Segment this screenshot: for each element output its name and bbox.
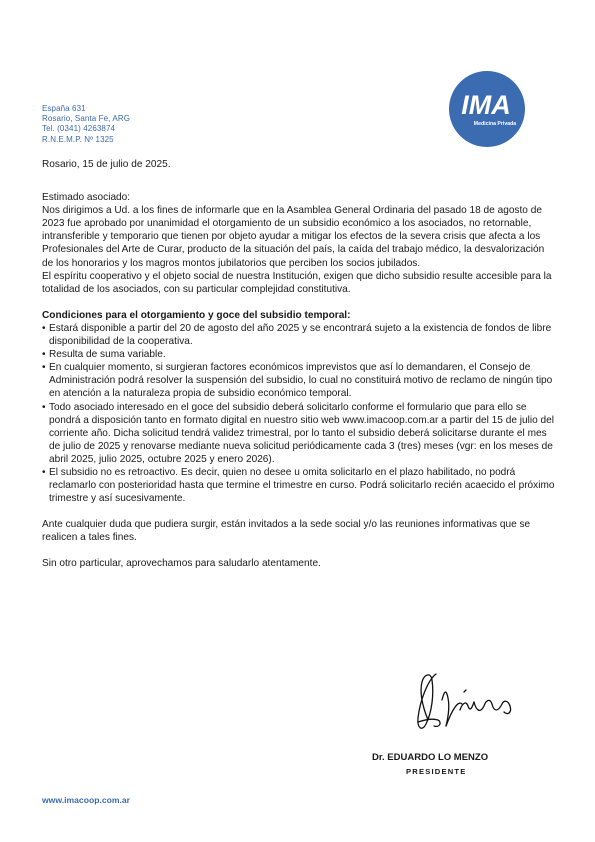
logo-text: IMA bbox=[461, 90, 511, 120]
letter-paragraph-1: Nos dirigimos a Ud. a los fines de informarle que en la Asamblea General Ordinaria del pasado 18 de agosto de 2023 fue aprobado por unanimidad el otorgamiento de un subsidio económico a los asociados, no retornable, intransferible y temporario que tienen por objeto ayudar a mitigar los efectos de la severa crisis que afecta a los Profesionales del Arte de Curar, producto de la situación del país, la caída del trabajo médico, la desvalorización de los honorarios y los magros montos jubilatorios que perciben los socios jubilados. bbox=[42, 205, 545, 269]
conditions-heading: Condiciones para el otorgamiento y goce del subsidio temporal: bbox=[42, 309, 351, 321]
conditions-list bbox=[42, 322, 557, 505]
condition-item: • Resulta de suma variable. bbox=[42, 348, 557, 361]
handwritten-signature bbox=[398, 660, 528, 740]
ima-logo-graphic bbox=[449, 71, 525, 147]
letter-greeting: Estimado asociado: bbox=[42, 192, 131, 204]
address-registry: R.N.E.M.P. Nº 1325 bbox=[42, 134, 114, 144]
signatory-title: PRESIDENTE bbox=[406, 767, 467, 776]
address-phone: Tel. (0341) 4263874 bbox=[42, 124, 116, 134]
address-street: España 631 bbox=[42, 104, 86, 113]
letter-date: Rosario, 15 de julio de 2025. bbox=[42, 159, 171, 170]
condition-item: • En cualquier momento, si surgieran factores económicos imprevistos que así lo demandaren, el Consejo de Administración podrá resolver la suspensión del subsidio, lo cual no constituirá motivo de reclamo de ningún tipo en atención a la naturaleza propia de subsidio económico temporal. bbox=[42, 361, 557, 400]
letter-paragraph-3: Ante cualquier duda que pudiera surgir, están invitados a la sede social y/o las reuniones informativas que se realicen a tales fines. bbox=[42, 519, 531, 544]
footer-website-link[interactable]: www.imacoop.com.ar bbox=[42, 795, 131, 805]
logo-subtitle: Medicina Privada bbox=[473, 121, 517, 127]
address-city: Rosario, Santa Fe, ARG bbox=[42, 114, 131, 124]
letterhead-address bbox=[42, 104, 130, 145]
letter-paragraph-2: El espíritu cooperativo y el objeto social de nuestra Institución, exigen que dicho subsidio resulte accesible para la totalidad de los asociados, con su particular complejidad constitutiva. bbox=[42, 270, 552, 295]
letter-closing: Sin otro particular, aprovechamos para saludarlo atentamente. bbox=[42, 558, 321, 570]
condition-item: • Estará disponible a partir del 20 de agosto del año 2025 y se encontrará sujeto a la existencia de fondos de libre disponibilidad de la cooperativa. bbox=[42, 322, 557, 348]
condition-item: • El subsidio no es retroactivo. Es decir, quien no desee u omita solicitarlo en el plazo habilitado, no podrá reclamarlo con posterioridad hasta que termine el trimestre en curso. Podrá solicitarlo recién acaecido el próximo trimestre y así sucesivamente. bbox=[42, 466, 557, 505]
letter-body bbox=[42, 158, 557, 571]
condition-item: • Todo asociado interesado en el goce del subsidio deberá solicitarlo conforme el formulario que para ello se pondrá a disposición tanto en formato digital en nuestro sitio web www.imacoop.com.ar a partir del 15 de julio del corriente año. Dicha solicitud tendrá validez trimestral, por lo tanto el subsidio deberá solicitarse durante el mes de julio de 2025 y renovarse mediante nueva solicitud periódicamente cada 3 (tres) meses (vgr: en los meses de abril 2025, julio 2025, octubre 2025 y enero 2026). bbox=[42, 401, 557, 466]
signatory-name: Dr. EDUARDO LO MENZO bbox=[372, 752, 489, 763]
ima-logo bbox=[449, 71, 525, 147]
